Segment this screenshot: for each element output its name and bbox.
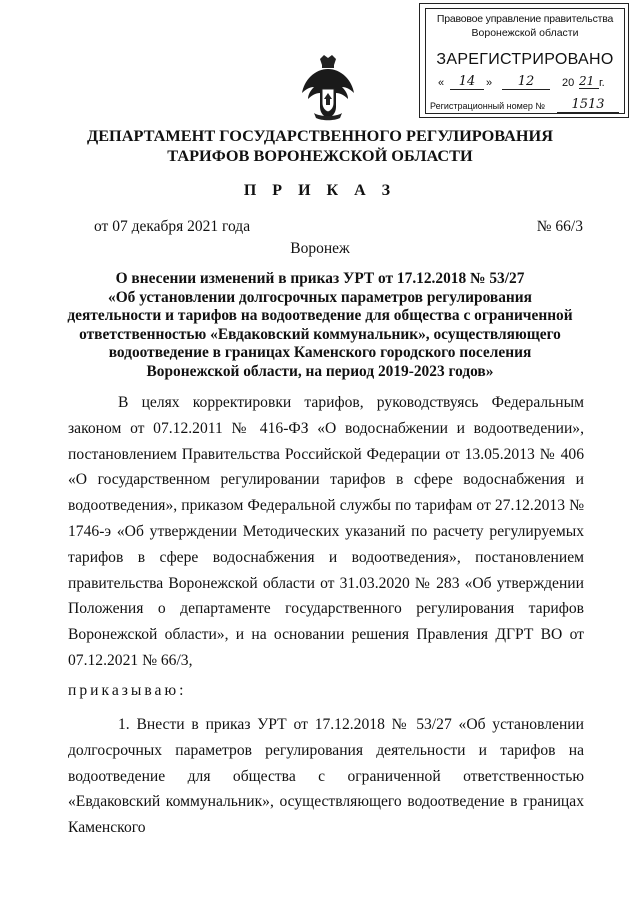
document-type: П Р И К А З — [243, 182, 397, 199]
order-subject — [40, 270, 600, 382]
department-heading — [0, 126, 640, 166]
stamp-registered-label: ЗАРЕГИСТРИРОВАНО — [436, 51, 614, 68]
order-date: от 07 декабря 2021 года — [94, 218, 251, 235]
subject-line4: ответственностью «Евдаковский коммунальник», осуществляющего — [79, 325, 561, 343]
subject-line3: деятельности и тарифов на водоотведение для общества с ограниченной — [67, 307, 573, 325]
stamp-number-row — [430, 97, 620, 112]
subject-line6: Воронежской области, на период 2019-2023 годов» — [146, 362, 494, 380]
department-line2: ТАРИФОВ ВОРОНЕЖСКОЙ ОБЛАСТИ — [167, 146, 473, 165]
stamp-org-line1: Правовое управление правительства — [436, 13, 614, 25]
stamp-year-handwritten: 21 — [579, 74, 599, 89]
command-word: приказываю: — [68, 682, 187, 699]
stamp-day: 14 — [450, 74, 484, 90]
preamble-paragraph: В целях корректировки тарифов, руководствуясь Федеральным законом от 07.12.2011 № 416-ФЗ «О водоснабжении и водоотведении», постановлением Правительства Российской Федерации от 13.05.2013 № 406 «О государственном регулировании тарифов в сфере водоснабжения и водоотведения», приказом Федеральной службы по тарифам от 27.12.2013 № 1746-э «Об утверждении Методических указаний по расчету регулируемых тарифов в сфере водоснабжения и водоотведения», постановлением правительства Воронежской области от 31.03.2020 № 283 «Об утверждении Положения о департаменте государственного регулирования тарифов Воронежской области», и на основании решения Правления ДГРТ ВО от 07.12.2021 № 66/3, — [68, 394, 584, 669]
stamp-number-label: Регистрационный номер № — [430, 101, 546, 111]
department-line1: ДЕПАРТАМЕНТ ГОСУДАРСТВЕННОГО РЕГУЛИРОВАНИЯ — [87, 126, 553, 145]
registration-stamp — [419, 3, 629, 118]
stamp-inner-frame — [425, 8, 625, 114]
stamp-org-line2: Воронежской области — [471, 27, 579, 39]
order-number: № 66/3 — [536, 218, 583, 235]
stamp-year-prefix: 20 — [562, 77, 575, 89]
stamp-year-suffix: г. — [599, 77, 605, 89]
stamp-month: 12 — [502, 74, 550, 90]
stamp-quote-close: » — [486, 77, 493, 89]
voronezh-coat-of-arms-icon — [300, 55, 356, 121]
stamp-date-row — [436, 74, 618, 93]
subject-line2: «Об установлении долгосрочных параметров регулирования — [108, 288, 532, 306]
stamp-quote-open: « — [438, 77, 445, 89]
item-1-paragraph: 1. Внести в приказ УРТ от 17.12.2018 № 53/27 «Об установлении долгосрочных параметров регулирования деятельности и тарифов на водоотведение для общества с ограниченной ответственностью «Евдаковский коммунальник», осуществляющего водоотведение в границах Каменского — [68, 716, 584, 837]
order-city: Воронеж — [290, 240, 350, 257]
subject-line1: О внесении изменений в приказ УРТ от 17.12.2018 № 53/27 — [115, 270, 525, 287]
subject-line5: водоотведение в границах Каменского городского поселения — [108, 344, 532, 362]
stamp-number-value: 1513 — [557, 97, 619, 113]
